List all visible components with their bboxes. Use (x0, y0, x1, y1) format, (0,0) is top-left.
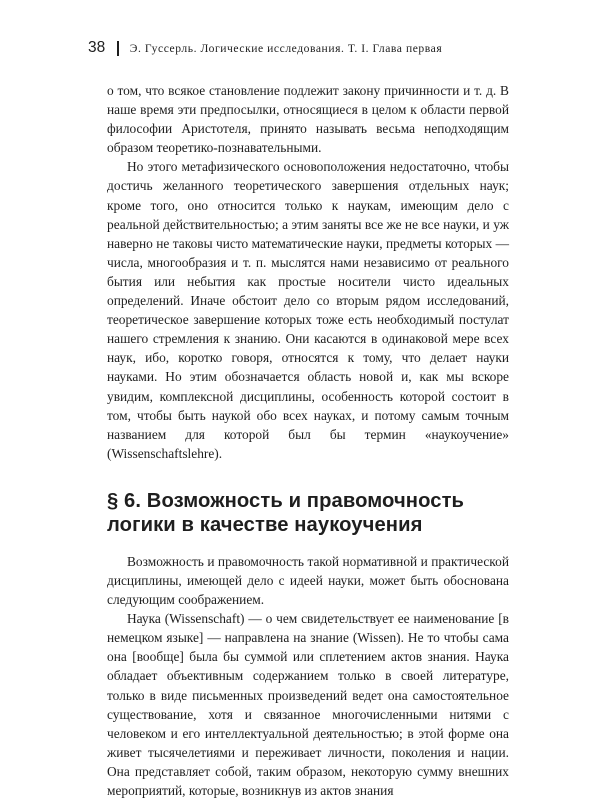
paragraph-continued: о том, что всякое становление подлежит закону причинности и т. д. В наше время эти предпосылки, относящиеся в целом к области первой философии Аристотеля, принято называть весьма неподходящим образом теоретико-познавательными. (107, 83, 509, 156)
paragraph: Но этого метафизического основоположения недостаточно, чтобы достичь желанного теоретического завершения отдельных наук; кроме того, оно относится только к наукам, имеющим дело с реальной действительностью; а этим заняты все же не все науки, и уж наверно не таковы чисто математические науки, предметы которых — числа, многообразия и т. п. мыслятся нами независимо от реального бытия или небытия как простые носители чисто идеальных определений. Иначе обстоит дело со вторым рядом исследований, теоретическое завершение которых тоже есть необходимый постулат нашего стремления к знанию. Они касаются в одинаковой мере всех наук, ибо, коротко говоря, относятся к тому, что делает науки науками. Но этим обозначается область новой и, как мы вскоре увидим, комплексной дисциплины, особенность которой состоит в том, чтобы быть наукой обо всех науках, и потому самым точным названием для которой был бы термин «наукоучение» (Wissenschaftslehre). (107, 159, 509, 461)
paragraph: Наука (Wissenschaft) — о чем свидетельствует ее наименование [в немецком языке] — направлена на знание (Wissen). Не то чтобы сама она [вообще] была бы суммой или сплетением актов знания. Наука обладает объективным содержанием только в своей литературе, только в виде письменных произведений ведет она самостоятельное существование, хотя и связанное многочисленными нитями с человеком и его интеллектуальной деятельностью; в этой форме она живет тысячелетиями и переживает личности, поколения и нации. Она представляет собой, таким образом, некоторую сумму внешних мероприятий, которые, возникнув из актов знания (107, 611, 509, 798)
paragraph: Возможность и правомочность такой нормативной и практической дисциплины, имеющей дело с идеей науки, может быть обоснована следующим соображением. (107, 553, 509, 608)
header-separator (117, 41, 119, 56)
section-heading-line: логики в качестве наукоучения (107, 513, 423, 536)
section-heading (107, 489, 509, 537)
running-header-title: Э. Гуссерль. Логические исследования. Т. I. Глава первая (129, 41, 443, 55)
running-header (88, 38, 528, 58)
body-text (107, 81, 509, 800)
section-heading-line: § 6. Возможность и правомочность (107, 489, 465, 512)
page-number: 38 (88, 39, 106, 56)
